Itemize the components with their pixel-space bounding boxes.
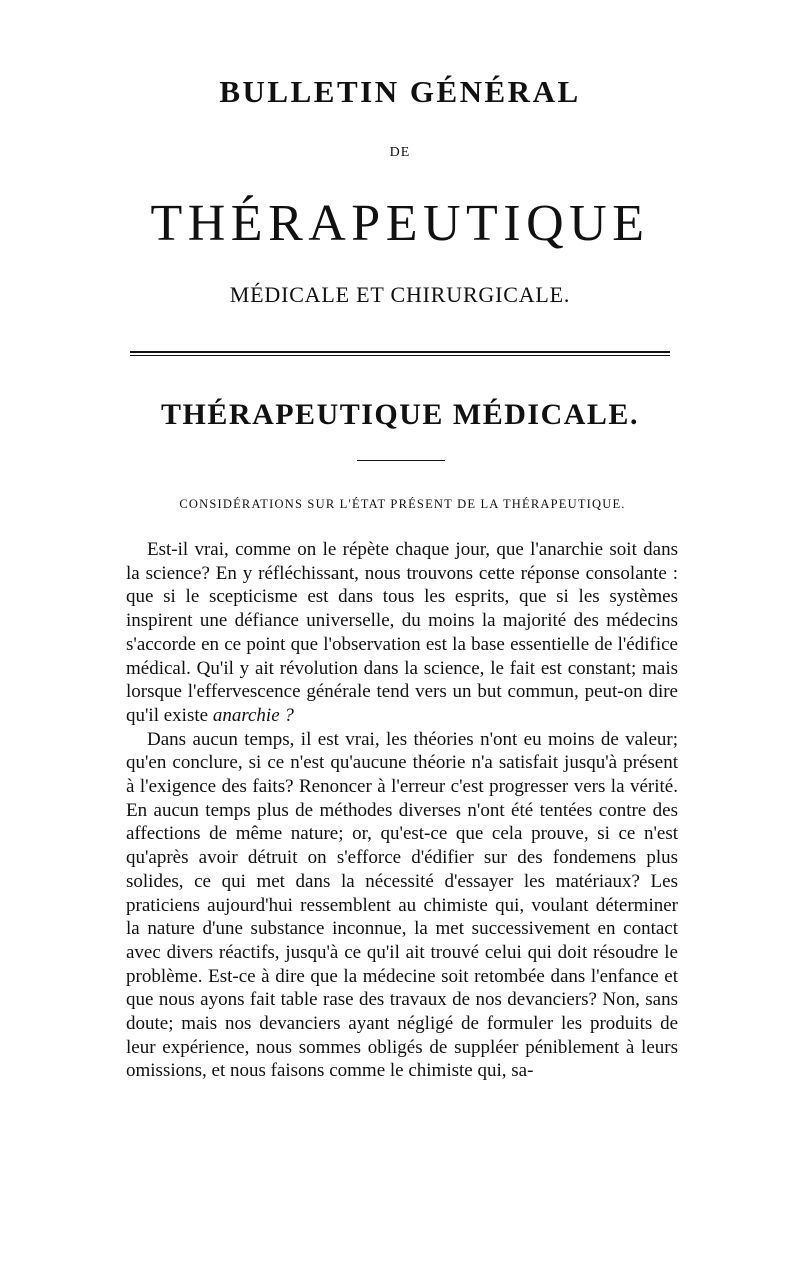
paragraph-1-italic: anarchie ? <box>212 704 294 726</box>
section-heading: THÉRAPEUTIQUE MÉDICALE. <box>161 398 639 431</box>
paragraph-2: Dans aucun temps, il est vrai, les théories n'ont eu moins de valeur; qu'en conclure, si ce n'est qu'aucune théorie n'a satisfait jusqu'à présent à l'exigence des faits? Renoncer à l'erreur c'est progresser vers la vérité. En aucun temps plus de méthodes diverses n'ont été tentées contre des affections de même nature; or, qu'est-ce que cela prouve, si ce n'est qu'après avoir détruit on s'efforce d'édifier sur des fondemens plus solides, ce qui met dans la nécessité d'essayer les matériaux? Les praticiens aujourd'hui ressemblent au chimiste qui, voulant déterminer la nature d'une substance inconnue, la met successivement en contact avec divers réactifs, jusqu'à ce qu'il ait trouvé celui qui doit résoudre le problème. Est-ce à dire que la médecine soit retombée dans l'enfance et que nous ayons fait table rase des travaux de nos devanciers? Non, sans doute; mais nos devanciers ayant négligé de formuler les produits de leur expérience, nous sommes obligés de suppléer péniblement à leurs omissions, et nous faisons comme le chimiste qui, sa- <box>126 728 678 1082</box>
paragraph-1 <box>126 538 678 728</box>
double-rule-divider <box>130 351 670 356</box>
journal-title-line3: THÉRAPEUTIQUE <box>150 195 650 252</box>
paragraph-1-text: Est-il vrai, comme on le répète chaque jour, que l'anarchie soit dans la science? En y réfléchissant, nous trouvons cette réponse consolante : que si le scepticisme est dans tous les esprits, que si les systèmes inspirent une défiance universelle, du moins la majorité des médecins s'accorde en ce point que l'observation est la base essentielle de l'édifice médical. Qu'il y ait révolution dans la science, le fait est constant; mais lorsque l'effervescence générale tend vers un but commun, peut-on dire qu'il existe <box>126 539 678 726</box>
short-rule-divider <box>357 460 445 461</box>
article-heading: CONSIDÉRATIONS SUR L'ÉTAT PRÉSENT DE LA THÉRAPEUTIQUE. <box>179 497 626 511</box>
journal-title-line2: DE <box>389 145 411 160</box>
journal-title-line1: BULLETIN GÉNÉRAL <box>219 74 581 109</box>
article-body <box>126 538 678 1083</box>
journal-title-line4: MÉDICALE ET CHIRURGICALE. <box>229 282 571 307</box>
